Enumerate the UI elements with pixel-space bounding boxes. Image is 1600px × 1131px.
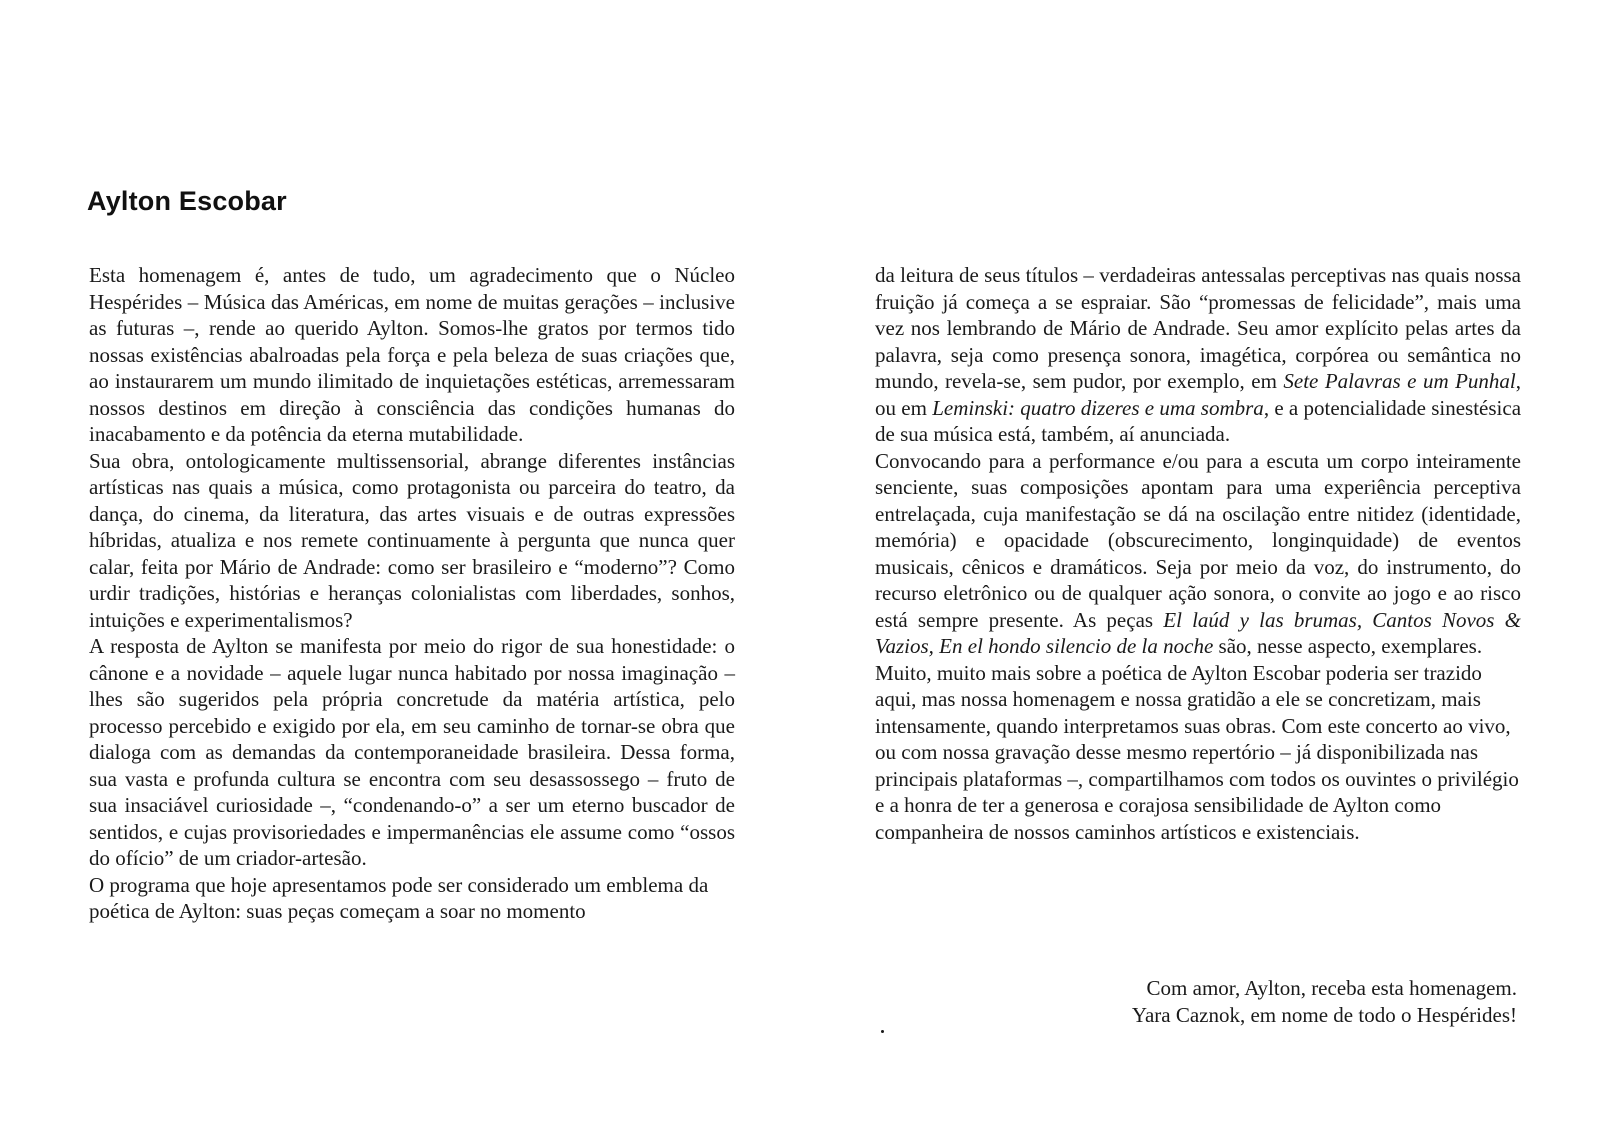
paragraph: Muito, muito mais sobre a poética de Aylton Escobar poderia ser trazido aqui, mas nossa homenagem e nossa gratidão a ele se concretizam, mais intensamente, quando interpretamos suas obras. Com este concerto ao vivo, ou com nossa gravação desse mesmo repertório – já disponibilizada nas principais plataformas –, compartilhamos com todos os ouvintes o privilégio e a honra de ter a generosa e corajosa sensibilidade de Aylton como companheira de nossos caminhos artísticos e existenciais. [875, 660, 1519, 844]
text-run: , ou em [875, 369, 1521, 420]
article-title: Aylton Escobar [87, 186, 287, 216]
text-column-left [89, 262, 735, 925]
paragraph: O programa que hoje apresentamos pode ser considerado um emblema da poética de Aylton: suas peças começam a soar no momento [89, 872, 709, 923]
paragraph [875, 262, 1521, 448]
stray-dot [881, 1030, 884, 1033]
text-run: , e a potencialidade sinestésica de sua música está, também, aí anunciada. [875, 395, 1522, 446]
text-column-right [875, 262, 1521, 845]
paragraph: Sua obra, ontologicamente multissensorial, abrange diferentes instâncias artísticas nas quais a música, como protagonista ou parceira do teatro, da dança, do cinema, da literatura, das artes visuais e de outras expressões híbridas, atualiza e nos remete continuamente à pergunta que nunca quer calar, feita por Mário de Andrade: como ser brasileiro e “moderno”? Como urdir tradições, histórias e heranças colonialistas com liberdades, sonhos, intuições e experimentalismos? [89, 448, 735, 632]
text-run: são, nesse aspecto, exemplares. [1213, 634, 1483, 658]
text-run: da leitura de seus títulos – verdadeiras antessalas perceptivas nas quais nossa fruição já começa a se espraiar. São “promessas de felicidade”, mais uma vez nos lembrando de Mário de Andrade. Seu amor explícito pelas artes da palavra, seja como presença sonora, imagética, corpórea ou semântica no mundo, revela-se, sem pudor, por exemplo, em [875, 263, 1521, 393]
work-title: Leminski: quatro dizeres e uma sombra [932, 395, 1264, 420]
signature [875, 975, 1517, 1028]
signature-line: Yara Caznok, em nome de todo o Hespérides! [1131, 1002, 1517, 1027]
text-run: Convocando para a performance e/ou para a escuta um corpo inteiramente senciente, suas composições apontam para uma experiência perceptiva entrelaçada, cuja manifestação se dá na oscilação entre nitidez (identidade, memória) e opacidade (obscurecimento, longinquidade) de eventos musicais, cênicos e dramáticos. Seja por meio da voz, do instrumento, do recurso eletrônico ou de qualquer ação sonora, o convite ao jogo e ao risco está sempre presente. As peças [875, 448, 1521, 632]
paragraph [875, 448, 1521, 660]
paragraph: A resposta de Aylton se manifesta por meio do rigor de sua honestidade: o cânone e a novidade – aquele lugar nunca habitado por nossa imaginação – lhes são sugeridos pela própria concretude da matéria artística, pelo processo percebido e exigido por ela, em seu caminho de tornar-se obra que dialoga com as demandas da contemporaneidade brasileira. Dessa forma, sua vasta e profunda cultura se encontra com seu desassossego – fruto de sua insaciável curiosidade –, “condenando-o” a ser um eterno buscador de sentidos, e cujas provisoriedades e impermanências ele assume como “ossos do ofício” de um criador-artesão. [89, 634, 735, 870]
paragraph: Esta homenagem é, antes de tudo, um agradecimento que o Núcleo Hespérides – Música das Américas, em nome de muitas gerações – inclusive as futuras –, rende ao querido Aylton. Somos-lhe gratos por termos tido nossas existências abalroadas pela força e pela beleza de suas criações que, ao instaurarem um mundo ilimitado de inquietações estéticas, arremessaram nossos destinos em direção à consciência das condições humanas do inacabamento e da potência da eterna mutabilidade. [89, 263, 735, 446]
work-title: Sete Palavras e um Punhal [1283, 369, 1516, 393]
work-title: El laúd y las brumas, Cantos Novos & Vazios, En el hondo silencio de la noche [875, 607, 1521, 658]
signature-line: Com amor, Aylton, receba esta homenagem. [1146, 976, 1517, 1000]
